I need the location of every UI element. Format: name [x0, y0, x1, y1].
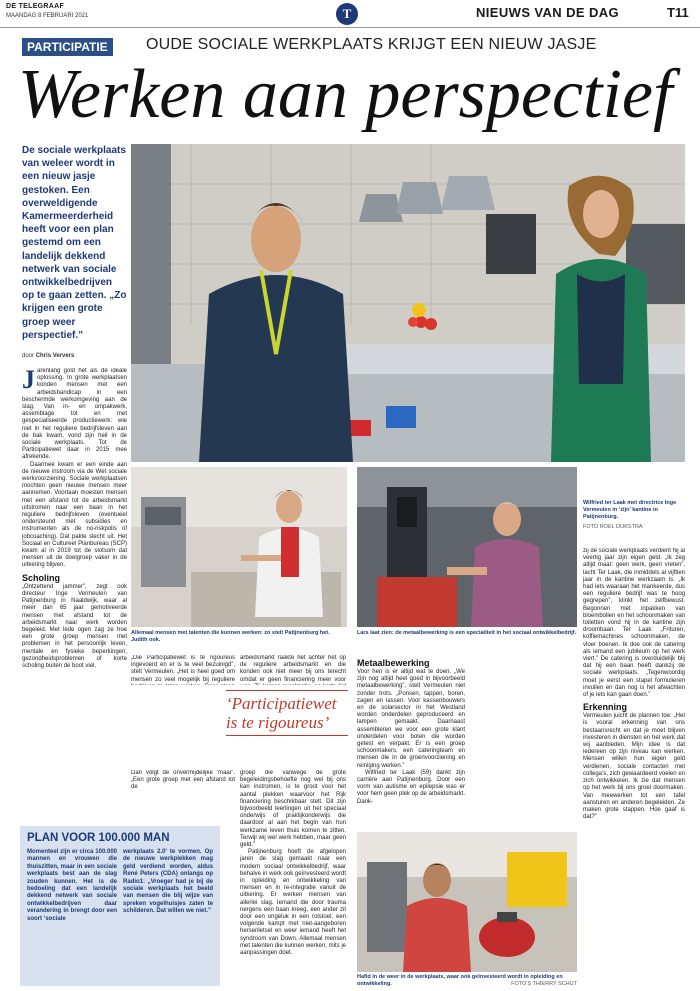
subheading-erkenning: Erkenning: [583, 702, 628, 713]
photo-credit-main: FOTO ROEL DIJKSTRA: [583, 524, 643, 530]
col1-paragraph-2: Daarmee kwam er een einde aan de nieuwe instroom via de Wet sociale werkvoorziening. Sociale werkplaatsen mochten geen nieuwe mensen meer aannemen. Voortaan moesten mensen met een afstand tot de arbeidsmarkt uitstromen naar een baan in het reguliere bedrijfsleven (eventueel ondersteund met subsidies en instrumenten als de no-riskpolis of jobcoaching). Dat pakte slecht uit. Het Sociaal en Cultureel Planbureau (SCP) kwam al in 2019 tot de slotsom dat mensen uit de doelgroep vaker in de uitkering blijven.: [22, 461, 127, 569]
caption-bottom-text: Hafid in de weer in de werkplaats, waar ook geïnvesteerd wordt in opleiding en ontwikkeling.: [357, 974, 563, 987]
masthead: [0, 0, 700, 28]
caption-main-photo: [583, 500, 685, 531]
byline: [22, 353, 74, 359]
byline-author: Chris Ververs: [35, 353, 75, 359]
col4-paragraph-1: Voor hen is er altijd wat te doen. „We zijn nog altijd heel goed in bijvoorbeeld metaalbewerking”, stelt Vermeulen niet zonder trots. „Ponsen, tappen, boren, zagen en lassen. Voor kassenbouwers en de solarsector in het Westland worden onderdelen geproduceerd en lampen gemaakt. Daarnaast assembleren we voor een grote klant onderdelen voor boten die worden getest en verpakt. Er is een groep schoonmakers, een cateringteam en mensen die in de groenvoorziening en reiniging werken.”: [357, 669, 465, 769]
drop-cap: J: [22, 368, 35, 394]
photo-lars: [357, 467, 577, 627]
pull-quote: ‘Participatiewet is te rigoureus’: [226, 690, 348, 736]
newspaper-name: DE TELEGRAAF: [6, 3, 65, 10]
headline: Werken aan perspectief: [18, 56, 673, 133]
subhead: OUDE SOCIALE WERKPLAATS KRIJGT EEN NIEUW JASJE: [146, 36, 597, 53]
col3-paragraph-3: Patijnenburg hoeft de afgelopen jaren de slag gemaakt naar een modern sociaal ontwikkelbedrijf, waar behalve in werk ook geïnvesteerd wordt in opleiding en ontwikkeling van mensen en in re-integratie vanuit de uitkering. Er werken mensen van allerlei slag. Iemand die door trauma nergens een baan kreeg, een ander zit door een ongeluk in een rolstoel, een volgende kampt met niet-aangeboren hersenletsel en weer iemand heeft het syndroom van Down. Allemaal mensen met talenten die kunnen werken, mits je aanpassingen doet.: [240, 849, 346, 957]
section-title: NIEUWS VAN DE DAG: [476, 5, 620, 20]
article-column-2: [131, 655, 235, 685]
col2-paragraph-1a: „Die Participatiewet is te rigoureus ingevoerd en er is te veel bezuinigd”, stelt Vermeulen. „Het is heel goed om mensen zo veel mogelijk bij reguliere: [131, 655, 235, 683]
intro-paragraph: De sociale werkplaats van weleer wordt in een nieuw jasje gestoken. Een overweldigende Kamermeerderheid heeft voor een plan gestemd om een landelijk dekkend netwerk van sociale ontwikkelbedrijven op te gaan zetten. „Zo krijgen een grote groep weer perspectief.”: [22, 145, 127, 341]
caption-right-photo: Lars laat zien: de metaalbewerking is een specialiteit in het sociaal ontwikkelbedrijf.: [357, 630, 577, 636]
caption-main-text: Wilfried ter Laak met directrice Inge Vermeulen in ‘zijn’ kantine in Patijnenburg.: [583, 500, 677, 520]
col5-paragraph-2: Vermeulen juicht de plannen toe: „Het is vooral erkenning van ons bestaansrecht en dat je moet blijven investeren in diensten en het werk dat wij aanbieden. Mijn idee is dat iedereen op zijn niveau kan werken. Mensen willen hun eigen geld verdienen, sociale contacten met collega’s, zich gewaardeerd voelen en zich ontwikkelen. Ik zie dat mensen op het werk bij ons groei doormaken. Van meewerken tot een tafel aansturen en anderen begeleiden. Ze maken grote stappen. Hoe gaaf is dat?”: [583, 713, 685, 821]
col3-paragraph-1a: arbeidsmarkt raakte het achter het op de reguliere arbeidsmarkt en die konden ook niet meer bij ons terecht omdat er geen financiering meer voor: [240, 655, 346, 683]
col1-paragraph-1: arenlang gold het als dé ideale oplossing. In grote werkplaatsen konden mensen met een arbeidshandicap in een beschermde werkomgeving aan de slag. Van in- en ompakwerk, assemblage tot en met gespecialiseerde productiewerk: wie niet in het reguliere bedrijfsleven aan de bak kwam, vond zijn heil in de sociale werkplaats. Tot de Participatiewet daar in 2015 mee afrekende.: [22, 368, 127, 461]
col5-paragraph-1: zij de sociale werkplaats verdient hij al veertig jaar zijn eigen geld. „Ik zeg altijd maar: geen werk, geen vreten”, lacht Ter Laak, die inmiddels al vijftien jaar in de kantine werkzaam is. „Ik had iets waaraan het mankeerde, dus een reguliere bedrijf was te hoog gegrepen”, klinkt het zelfbewust. Begonnen met inpakken van bloembollen en het schoonmaken van toiletten vond hij in de kantine zijn droombaan. Ter Laak: „Frituren, koffiemachines schoonmaken, de vloer boenen. Ik doe ook de catering als iemand een jubileum op het werk viert.” De catering is overduidelijk blij dat hij een baan heeft dankzij de sociale werkplaats. „Tegenwoordig moet je eerst een stapel formulieren invullen en dan nog is het afwachten of je iets kan gaan doen.”: [583, 548, 685, 699]
kicker-label: PARTICIPATIE: [22, 38, 113, 56]
article-column-1: [22, 368, 127, 820]
article-column-3b: [240, 770, 346, 986]
photo-judith: [131, 467, 347, 627]
info-box-title: PLAN VOOR 100.000 MAN: [27, 832, 170, 844]
article-column-2b: [131, 770, 235, 820]
info-box: [20, 826, 220, 986]
article-column-4: [357, 655, 465, 830]
col2-paragraph-2: Dan volgt de onvermijdelijke ‘maar’. „Een grote groep met een afstand tot de: [131, 770, 235, 791]
issue-date: MAANDAG 8 FEBRUARI 2021: [6, 13, 89, 19]
subheading-scholing: Scholing: [22, 572, 60, 583]
col4-paragraph-2: Wilfried ter Laak (59) dankt zijn carrière aan Patijnenburg. Door een vorm van autisme en epilepsie was er voor hem geen plek op de arbeidsmarkt. Dank-: [357, 769, 465, 805]
col1-paragraph-3: „Ontzettend jammer”, zegt ook directeur Inge Vermeulen van Patijnenburg in Naaldwijk, waar al meer dan 65 jaar gemotiveerde mensen met afstand tot de arbeidsmarkt naar werk worden begeleid. Met lede ogen zag ze hoe een grote groep mensen met problemen in het persoonlijk leven, mentale en fysieke beperkingen, gezondheidsproblemen of korte scholing buiten de boot viel.: [22, 583, 127, 669]
subheading-metaalbewerking: Metaalbewerking: [357, 658, 430, 668]
article-column-3: [240, 655, 346, 685]
info-box-left: Momenteel zijn er circa 100.000 mannen en vrouwen die thuiszitten, maar in een sociale werkplaats best aan de slag zouden kunnen. Het is de bedoeling dat een landelijk dekkend netwerk van sociale ontwikkelbedrijven daar verandering in brengt door een soort ‘sociale: [27, 849, 117, 922]
byline-prefix: door: [22, 353, 35, 359]
photo-hafid: [357, 832, 577, 972]
col3-paragraph-2: groep die vanwege de grote begeleidingsbehoefte nog wel bij ons kan instromen, is te groot voor het aantal plekken waarvoor het Rijk financiering beschikbaar stelt. Dit zijn bijvoorbeeld leerlingen uit het speciaal onderwijs of praktijkonderwijs die daardoor al aan het begin van hun werkzame leven thuis komen te zitten. Terwijl wij wel werk hebben, maar geen geld.”: [240, 770, 346, 849]
article-column-5: [583, 548, 685, 986]
main-photo: [131, 144, 685, 462]
photo-credit-bottom: FOTO’S THIERRY SCHUT: [511, 981, 577, 987]
caption-left-photo: Allemaal mensen met talenten die kunnen werken: zo stelt Patijnenburg het. Judith ook.: [131, 630, 330, 643]
page-number: T11: [667, 5, 689, 20]
caption-bottom-photo: [357, 974, 577, 988]
telegraaf-seal-icon: T: [336, 3, 358, 25]
info-box-right: werkplaats 2.0’ te vormen. Op de nieuwe werkplekken mag geld verdiend worden, aldus René Peters (CDA) onlangs op Radio1: „Vroeger had je bij de sociale werkplaats het beeld van mensen die blij wijze van spreken vogelhuisjes zaten te schilderen. Dat willen we niet.”: [123, 849, 213, 915]
